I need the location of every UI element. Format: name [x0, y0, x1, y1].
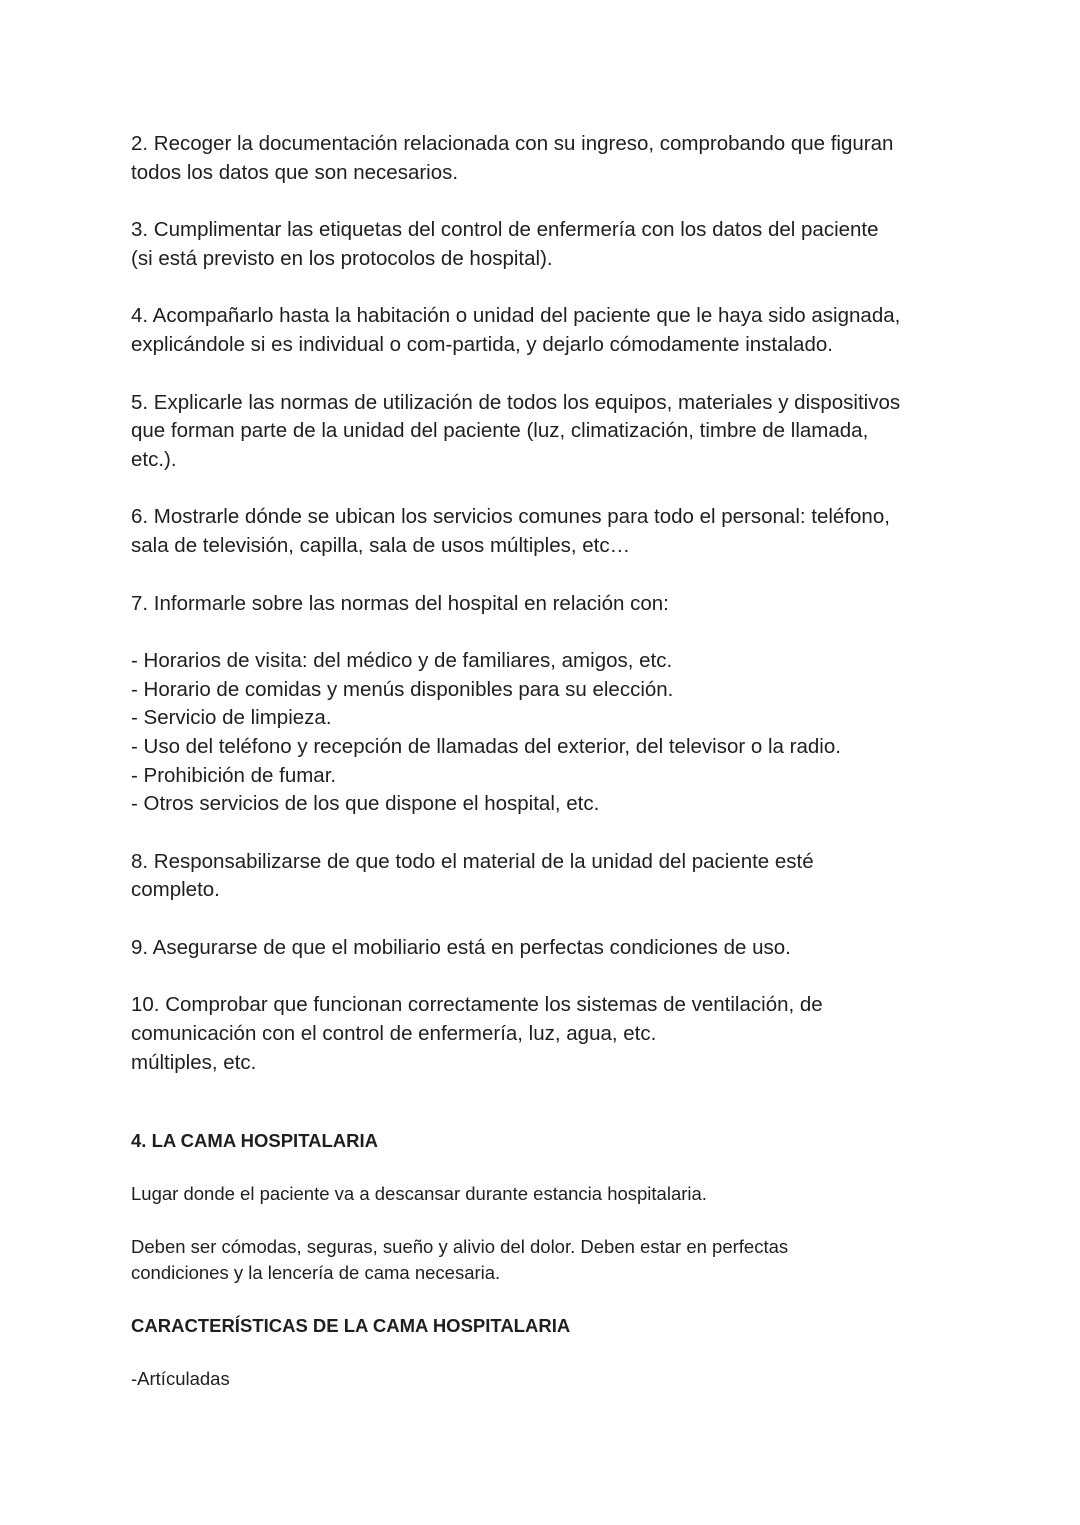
- list-item: - Prohibición de fumar.: [131, 763, 337, 787]
- step-2-line-2: todos los datos que son necesarios.: [131, 160, 459, 184]
- step-4-line-2: explicándole si es individual o com-partida, y dejarlo cómodamente instalado.: [131, 332, 833, 356]
- list-item: - Horario de comidas y menús disponibles para su elección.: [131, 677, 674, 701]
- step-9-line-1: 9. Asegurarse de que el mobiliario está en perfectas condiciones de uso.: [131, 935, 791, 959]
- step-5-line-2: que forman parte de la unidad del paciente (luz, climatización, timbre de llamada,: [131, 419, 869, 443]
- step-7: [131, 590, 971, 619]
- step-10-line-2: comunicación con el control de enfermería, luz, agua, etc.: [131, 1022, 657, 1046]
- document-page: [131, 130, 971, 1392]
- step-10-line-3: múltiples, etc.: [131, 1050, 257, 1074]
- section-paragraph-2-line-2: condiciones y la lencería de cama necesaria.: [131, 1262, 501, 1284]
- list-item: - Horarios de visita: del médico y de familiares, amigos, etc.: [131, 649, 673, 673]
- step-2: [131, 130, 971, 187]
- step-8-line-2: completo.: [131, 878, 220, 902]
- step-5-line-3: etc.).: [131, 447, 177, 471]
- step-8: [131, 848, 971, 905]
- list-item: - Otros servicios de los que dispone el hospital, etc.: [131, 792, 600, 816]
- step-3: [131, 216, 971, 273]
- step-3-line-1: 3. Cumplimentar las etiquetas del control de enfermería con los datos del paciente: [131, 218, 879, 242]
- step-7-line-1: 7. Informarle sobre las normas del hospital en relación con:: [131, 591, 669, 615]
- section-paragraph-2-line-1: Deben ser cómodas, seguras, sueño y alivio del dolor. Deben estar en perfectas: [131, 1236, 789, 1258]
- section-subheading: CARACTERÍSTICAS DE LA CAMA HOSPITALARIA: [131, 1315, 571, 1337]
- step-10-line-1: 10. Comprobar que funcionan correctamente los sistemas de ventilación, de: [131, 993, 823, 1017]
- step-6: [131, 503, 971, 560]
- norms-list: [131, 647, 971, 819]
- step-4-line-1: 4. Acompañarlo hasta la habitación o unidad del paciente que le haya sido asignada,: [131, 304, 901, 328]
- step-6-line-2: sala de televisión, capilla, sala de usos múltiples, etc…: [131, 533, 631, 557]
- step-5-line-1: 5. Explicarle las normas de utilización de todos los equipos, materiales y dispositivos: [131, 390, 901, 414]
- step-3-line-2: (si está previsto en los protocolos de hospital).: [131, 246, 553, 270]
- step-5: [131, 389, 971, 475]
- step-2-line-1: 2. Recoger la documentación relacionada con su ingreso, comprobando que figuran: [131, 132, 894, 155]
- section-paragraph-2: [131, 1234, 971, 1286]
- section-heading: 4. LA CAMA HOSPITALARIA: [131, 1130, 379, 1152]
- list-item: - Uso del teléfono y recepción de llamadas del exterior, del televisor o la radio.: [131, 734, 841, 758]
- step-4: [131, 302, 971, 359]
- step-9: [131, 934, 971, 963]
- step-10: [131, 991, 971, 1077]
- section-paragraph-1: Lugar donde el paciente va a descansar durante estancia hospitalaria.: [131, 1183, 707, 1205]
- step-8-line-1: 8. Responsabilizarse de que todo el material de la unidad del paciente esté: [131, 849, 814, 873]
- characteristic-item: -Artículadas: [131, 1368, 230, 1390]
- list-item: - Servicio de limpieza.: [131, 706, 332, 730]
- step-6-line-1: 6. Mostrarle dónde se ubican los servicios comunes para todo el personal: teléfono,: [131, 505, 890, 529]
